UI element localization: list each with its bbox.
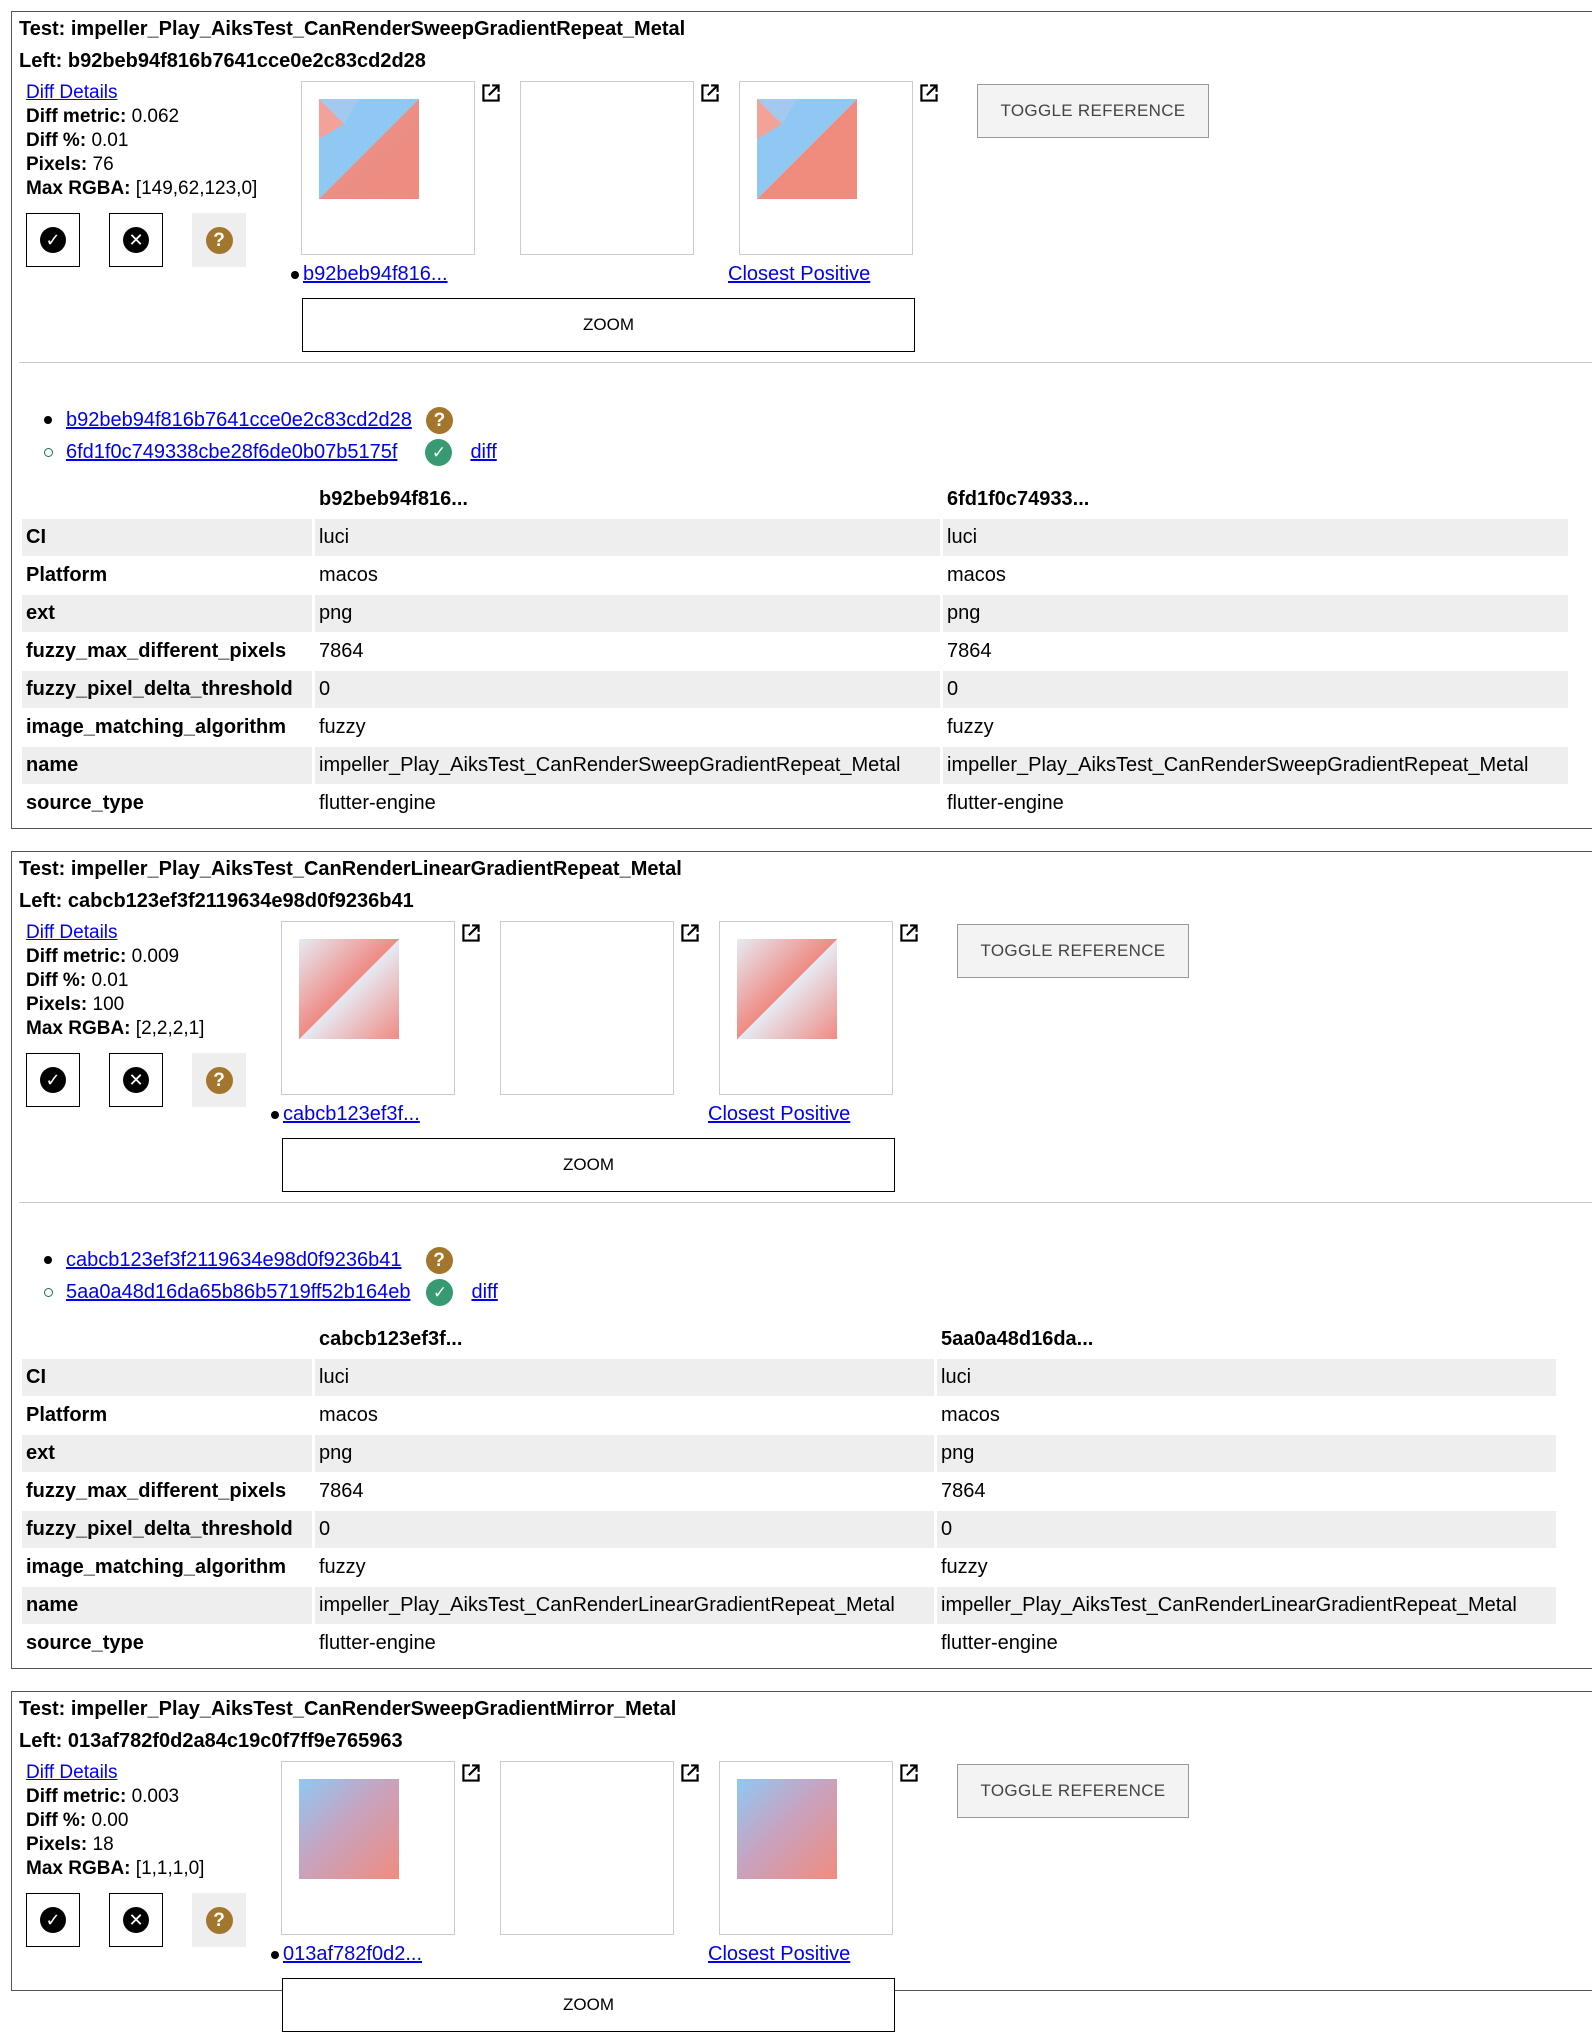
toggle-reference-button[interactable]: TOGGLE REFERENCE <box>957 924 1189 978</box>
column-header: 5aa0a48d16da... <box>941 1328 1094 1350</box>
param-value: png <box>315 1435 934 1472</box>
table-row <box>22 1587 1556 1624</box>
digest-link[interactable]: b92beb94f816b7641cce0e2c83cd2d28 <box>66 408 412 431</box>
left-digest-title: Left: b92beb94f816b7641cce0e2c83cd2d28 <box>19 50 426 72</box>
question-icon: ? <box>426 1247 453 1274</box>
left-digest-title: Left: cabcb123ef3f2119634e98d0f9236b41 <box>19 890 414 912</box>
left-digest-link[interactable]: b92beb94f816... <box>303 263 448 285</box>
right-image[interactable] <box>719 921 893 1095</box>
divider <box>19 362 1592 363</box>
open-in-new-icon[interactable] <box>896 1760 922 1786</box>
question-icon: ? <box>426 407 453 434</box>
left-caption <box>271 1103 420 1126</box>
left-digest-link[interactable]: cabcb123ef3f... <box>283 1103 420 1125</box>
open-in-new-icon[interactable] <box>916 80 942 106</box>
param-value: impeller_Play_AiksTest_CanRenderSweepGradientRepeat_Metal <box>943 747 1568 784</box>
table-row <box>22 519 1568 556</box>
diff-details-link[interactable]: Diff Details <box>26 1762 118 1783</box>
digest-link[interactable]: cabcb123ef3f2119634e98d0f9236b41 <box>66 1248 402 1271</box>
param-key: source_type <box>26 1632 144 1654</box>
param-value: flutter-engine <box>319 1632 436 1654</box>
param-key: fuzzy_pixel_delta_threshold <box>22 1511 312 1548</box>
test-result-2 <box>11 851 1592 1669</box>
table-row <box>22 557 1568 594</box>
test-result-1 <box>11 11 1592 829</box>
diff-metric-value: 0.003 <box>131 1786 180 1807</box>
question-icon: ? <box>206 1067 233 1094</box>
diff-details-link[interactable]: Diff Details <box>26 82 118 103</box>
check-icon: ✓ <box>40 227 66 253</box>
column-header: cabcb123ef3f... <box>319 1328 463 1350</box>
zoom-button[interactable]: ZOOM <box>282 1138 895 1192</box>
sweep-gradient-thumbnail <box>319 99 419 199</box>
check-circle-icon: ✓ <box>425 439 452 466</box>
right-image[interactable] <box>719 1761 893 1935</box>
param-value: impeller_Play_AiksTest_CanRenderLinearGradientRepeat_Metal <box>937 1587 1556 1624</box>
closest-positive-link[interactable]: Closest Positive <box>708 1943 851 1965</box>
table-row <box>22 1625 1556 1662</box>
param-key: fuzzy_max_different_pixels <box>26 640 287 662</box>
diff-details-link[interactable]: Diff Details <box>26 922 118 943</box>
diff-stats: Diff Details Diff metric: 0.062 Diff %: 0.01 Pixels: 76 Max RGBA: [149,62,123,0] <box>26 82 258 199</box>
param-key: ext <box>22 1435 312 1472</box>
closest-positive-link[interactable]: Closest Positive <box>708 1103 851 1125</box>
param-key: image_matching_algorithm <box>26 1556 287 1578</box>
left-digest-title: Left: 013af782f0d2a84c19c0f7ff9e765963 <box>19 1730 403 1752</box>
pixels-value: 76 <box>92 154 114 175</box>
param-value: flutter-engine <box>941 1632 1058 1654</box>
param-value: macos <box>319 564 378 586</box>
sweep-gradient-thumbnail <box>757 99 857 199</box>
left-digest-link[interactable]: 013af782f0d2... <box>283 1943 423 1965</box>
params-table <box>19 480 1571 823</box>
param-value: impeller_Play_AiksTest_CanRenderSweepGradientRepeat_Metal <box>315 747 940 784</box>
param-value: fuzzy <box>319 716 366 738</box>
diff-link[interactable]: diff <box>470 440 497 463</box>
table-row <box>22 633 1568 670</box>
digest-list <box>32 1244 498 1308</box>
divider <box>19 1202 1592 1203</box>
param-key: name <box>22 747 312 784</box>
question-icon: ? <box>206 1907 233 1934</box>
diff-pct-value: 0.01 <box>91 130 129 151</box>
table-row <box>22 1549 1556 1586</box>
list-item <box>32 1244 498 1276</box>
check-icon: ✓ <box>40 1067 66 1093</box>
table-row <box>22 709 1568 746</box>
diff-stats: Diff Details Diff metric: 0.009 Diff %: 0.01 Pixels: 100 Max RGBA: [2,2,2,1] <box>26 922 205 1039</box>
param-key: CI <box>22 1359 312 1396</box>
closest-positive-link[interactable]: Closest Positive <box>728 263 871 285</box>
test-title: Test: impeller_Play_AiksTest_CanRenderSweepGradientRepeat_Metal <box>19 18 686 40</box>
param-value: luci <box>315 1359 934 1396</box>
param-value: png <box>943 595 1568 632</box>
table-row <box>22 671 1568 708</box>
open-in-new-icon[interactable] <box>458 920 484 946</box>
param-key: ext <box>22 595 312 632</box>
open-in-new-icon[interactable] <box>458 1760 484 1786</box>
param-value: flutter-engine <box>947 792 1064 814</box>
param-key: CI <box>22 519 312 556</box>
list-item <box>32 436 497 468</box>
right-image[interactable] <box>739 81 913 255</box>
param-key: image_matching_algorithm <box>26 716 287 738</box>
param-value: 7864 <box>947 640 992 662</box>
param-key: source_type <box>26 792 144 814</box>
table-row <box>22 1397 1556 1434</box>
param-value: fuzzy <box>947 716 994 738</box>
max-rgba-value: [149,62,123,0] <box>135 178 258 199</box>
param-value: fuzzy <box>319 1556 366 1578</box>
close-icon: ✕ <box>123 227 149 253</box>
linear-gradient-thumbnail <box>299 939 399 1039</box>
max-rgba-value: [1,1,1,0] <box>135 1858 205 1879</box>
diff-metric-value: 0.062 <box>131 106 180 127</box>
right-caption <box>708 1943 850 1966</box>
open-in-new-icon[interactable] <box>896 920 922 946</box>
positive-button[interactable] <box>26 1053 80 1107</box>
open-in-new-icon[interactable] <box>478 80 504 106</box>
zoom-button[interactable]: ZOOM <box>282 1978 895 2032</box>
param-value: flutter-engine <box>319 792 436 814</box>
toggle-reference-button[interactable]: TOGGLE REFERENCE <box>977 84 1209 138</box>
pixels-value: 100 <box>92 994 125 1015</box>
check-icon: ✓ <box>40 1907 66 1933</box>
table-row <box>22 747 1568 784</box>
left-image[interactable] <box>281 921 455 1095</box>
close-icon: ✕ <box>123 1907 149 1933</box>
diff-metric-value: 0.009 <box>131 946 180 967</box>
table-row <box>22 1473 1556 1510</box>
open-in-new-icon[interactable] <box>677 1760 703 1786</box>
digest-link[interactable]: 5aa0a48d16da65b86b5719ff52b164eb <box>66 1280 411 1303</box>
open-in-new-icon[interactable] <box>697 80 723 106</box>
test-title: Test: impeller_Play_AiksTest_CanRenderLinearGradientRepeat_Metal <box>19 858 682 880</box>
param-value: png <box>937 1435 1556 1472</box>
param-key: fuzzy_pixel_delta_threshold <box>22 671 312 708</box>
close-icon: ✕ <box>123 1067 149 1093</box>
digest-link[interactable]: 6fd1f0c749338cbe28f6de0b07b5175f <box>66 440 398 463</box>
list-item <box>32 404 497 436</box>
untriaged-button[interactable] <box>192 213 246 267</box>
zoom-button[interactable]: ZOOM <box>302 298 915 352</box>
question-icon: ? <box>206 227 233 254</box>
param-value: impeller_Play_AiksTest_CanRenderLinearGradientRepeat_Metal <box>315 1587 934 1624</box>
diff-link[interactable]: diff <box>471 1280 498 1303</box>
param-value: 0 <box>315 671 940 708</box>
right-caption <box>708 1103 850 1126</box>
left-caption <box>291 263 448 286</box>
table-row <box>22 785 1568 822</box>
sweep-mirror-thumbnail <box>299 1779 399 1879</box>
diff-image[interactable] <box>500 921 674 1095</box>
param-value: 0 <box>943 671 1568 708</box>
sweep-mirror-thumbnail <box>737 1779 837 1879</box>
param-value: macos <box>947 564 1006 586</box>
untriaged-button[interactable] <box>192 1893 246 1947</box>
list-item <box>32 1276 498 1308</box>
linear-gradient-thumbnail <box>737 939 837 1039</box>
check-circle-icon: ✓ <box>426 1279 453 1306</box>
param-value: luci <box>315 519 940 556</box>
param-value: 0 <box>937 1511 1556 1548</box>
left-image[interactable] <box>281 1761 455 1935</box>
pixels-value: 18 <box>92 1834 114 1855</box>
positive-button[interactable] <box>26 1893 80 1947</box>
param-value: macos <box>941 1404 1000 1426</box>
param-key: name <box>22 1587 312 1624</box>
diff-image[interactable] <box>520 81 694 255</box>
right-caption <box>728 263 870 286</box>
test-title: Test: impeller_Play_AiksTest_CanRenderSweepGradientMirror_Metal <box>19 1698 677 1720</box>
param-value: luci <box>937 1359 1556 1396</box>
table-row <box>22 595 1568 632</box>
negative-button[interactable] <box>109 1893 163 1947</box>
left-image[interactable] <box>301 81 475 255</box>
positive-button[interactable] <box>26 213 80 267</box>
param-key: Platform <box>26 1404 108 1426</box>
param-value: 0 <box>315 1511 934 1548</box>
param-value: 7864 <box>941 1480 986 1502</box>
open-in-new-icon[interactable] <box>677 920 703 946</box>
param-value: 7864 <box>319 640 364 662</box>
table-row <box>22 1511 1556 1548</box>
left-caption <box>271 1943 422 1966</box>
negative-button[interactable] <box>109 1053 163 1107</box>
column-header: b92beb94f816... <box>319 488 468 510</box>
diff-stats: Diff Details Diff metric: 0.003 Diff %: 0.00 Pixels: 18 Max RGBA: [1,1,1,0] <box>26 1762 205 1879</box>
negative-button[interactable] <box>109 213 163 267</box>
diff-pct-value: 0.00 <box>91 1810 129 1831</box>
column-header: 6fd1f0c74933... <box>947 488 1090 510</box>
param-value: 7864 <box>319 1480 364 1502</box>
table-row <box>22 1435 1556 1472</box>
max-rgba-value: [2,2,2,1] <box>135 1018 205 1039</box>
param-value: macos <box>319 1404 378 1426</box>
toggle-reference-button[interactable]: TOGGLE REFERENCE <box>957 1764 1189 1818</box>
param-key: Platform <box>26 564 108 586</box>
param-key: fuzzy_max_different_pixels <box>26 1480 287 1502</box>
untriaged-button[interactable] <box>192 1053 246 1107</box>
diff-pct-value: 0.01 <box>91 970 129 991</box>
param-value: png <box>315 595 940 632</box>
diff-image[interactable] <box>500 1761 674 1935</box>
param-value: luci <box>943 519 1568 556</box>
digest-list <box>32 404 497 468</box>
params-table <box>19 1320 1559 1663</box>
table-row <box>22 1359 1556 1396</box>
param-value: fuzzy <box>941 1556 988 1578</box>
test-result-3 <box>11 1691 1592 2014</box>
